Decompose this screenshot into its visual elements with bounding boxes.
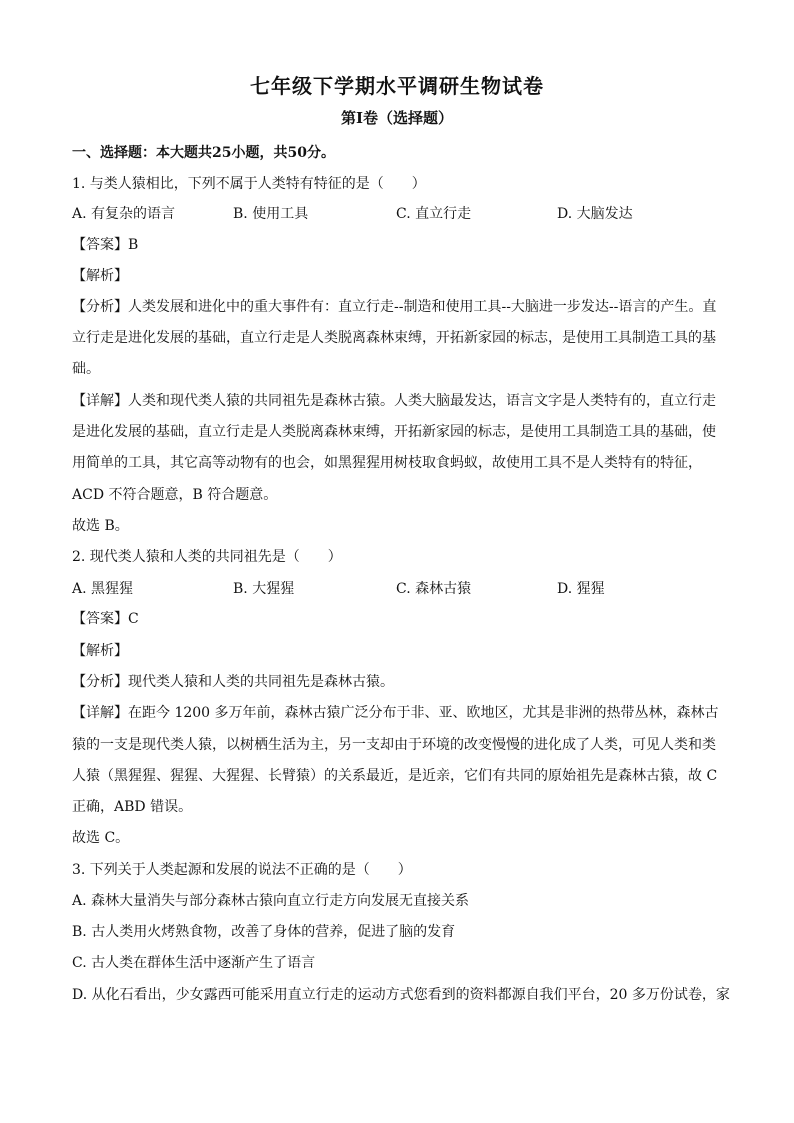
q1-detail-line: 【详解】人类和现代类人猿的共同祖先是森林古猿。人类大脑最发达，语言文字是人类特有的，直立行走	[72, 393, 716, 409]
q3-option-c: C. 古人类在群体生活中逐渐产生了语言	[72, 955, 316, 971]
q2-answer: 【答案】C	[72, 611, 139, 627]
q2-detail-line: 猿的一支是现代类人猿，以树栖生活为主，另一支却由于环境的改变慢慢的进化成了人类，可见人类和类	[72, 737, 716, 753]
q2-option-a: A. 黑猩猩	[72, 581, 134, 597]
q2-analysis-line: 【分析】现代类人猿和人类的共同祖先是森林古猿。	[72, 674, 394, 690]
q1-detail-line: 是进化发展的基础，直立行走是人类脱离森林束缚，开拓新家园的标志，是使用工具制造工具的基础，使	[72, 424, 716, 440]
q2-conclusion: 故选 C。	[72, 830, 130, 846]
q2-detail-line: 【详解】在距今 1200 多万年前，森林古猿广泛分布于非、亚、欧地区，尤其是非洲的热带丛林，森林古	[72, 705, 719, 721]
q1-option-c: C. 直立行走	[396, 206, 472, 222]
q2-option-d: D. 猩猩	[557, 581, 605, 597]
q1-option-b: B. 使用工具	[233, 206, 309, 222]
q1-detail-line: ACD 不符合题意，B 符合题意。	[72, 487, 278, 503]
section-heading: 一、选择题：本大题共25小题，共50分。	[72, 145, 335, 161]
exam-subtitle: 第Ⅰ卷（选择题）	[340, 109, 454, 127]
q2-stem: 2. 现代类人猿和人类的共同祖先是（ ）	[72, 549, 342, 565]
q2-option-b: B. 大猩猩	[233, 581, 295, 597]
q3-option-b: B. 古人类用火烤熟食物，改善了身体的营养，促进了脑的发育	[72, 924, 456, 940]
q2-option-c: C. 森林古猿	[396, 581, 472, 597]
q2-detail-line: 人猿（黑猩猩、猩猩、大猩猩、长臂猿）的关系最近，是近亲，它们有共同的原始祖先是森林古猿，故 C	[72, 768, 718, 784]
q1-answer: 【答案】B	[72, 237, 139, 253]
q1-detail-line: 用简单的工具，其它高等动物有的也会，如黑猩猩用树枝取食蚂蚁，故使用工具不是人类特有的特征，	[72, 455, 702, 471]
q1-analysis-label: 【解析】	[72, 268, 128, 284]
q2-detail-line: 正确，ABD 错误。	[72, 799, 193, 815]
q1-analysis-line: 立行走是进化发展的基础，直立行走是人类脱离森林束缚，开拓新家园的标志，是使用工具制造工具的基	[72, 330, 716, 346]
q1-conclusion: 故选 B。	[72, 518, 129, 534]
q1-option-a: A. 有复杂的语言	[72, 206, 176, 222]
q1-analysis-line: 础。	[72, 361, 100, 377]
q3-option-a: A. 森林大量消失与部分森林古猿向直立行走方向发展无直接关系	[72, 893, 470, 909]
q1-analysis-line: 【分析】人类发展和进化中的重大事件有：直立行走--制造和使用工具--大脑进一步发达--语言的产生。直	[72, 299, 717, 315]
q1-stem: 1. 与类人猿相比，下列不属于人类特有特征的是（ ）	[72, 176, 426, 192]
q3-option-d: D. 从化石看出，少女露西可能采用直立行走的运动方式您看到的资料都源自我们平台，20 多万份试卷，家	[72, 987, 730, 1003]
q1-option-d: D. 大脑发达	[557, 206, 633, 222]
exam-title: 七年级下学期水平调研生物试卷	[250, 74, 544, 98]
q3-stem: 3. 下列关于人类起源和发展的说法不正确的是（ ）	[72, 862, 412, 878]
q2-analysis-label: 【解析】	[72, 643, 128, 659]
